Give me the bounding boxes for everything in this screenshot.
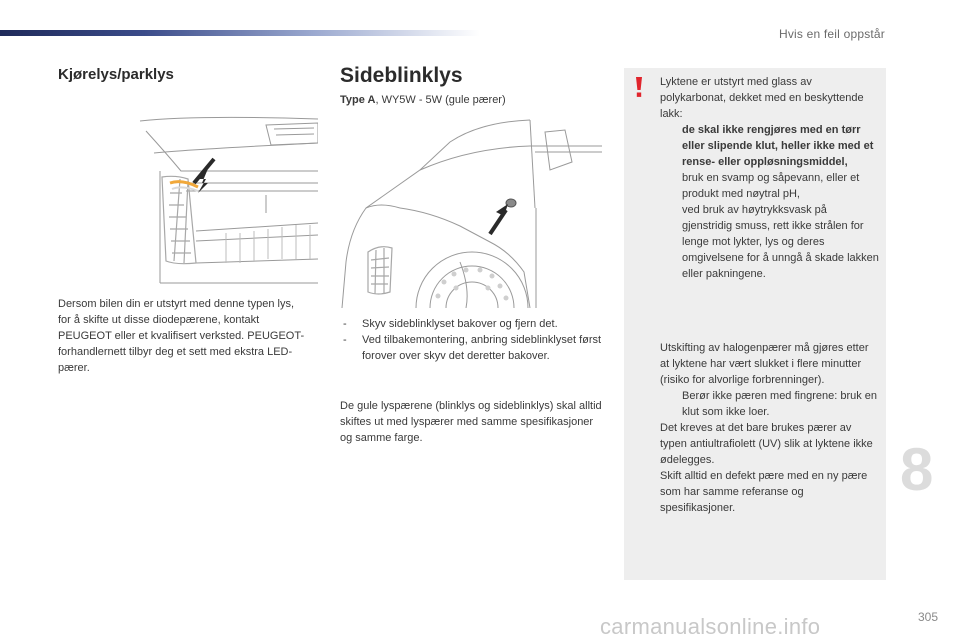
halogen-intro: Utskifting av halogenpærer må gjøres etter at lyktene har vært slukket i flere minutter (risiko for alvorlige forbrenninger). (660, 342, 869, 386)
warning-bullet (660, 170, 880, 202)
warning-bullet (660, 122, 880, 170)
side-indicator-heading: Sideblinklys (340, 64, 463, 87)
replacement-steps (340, 316, 602, 364)
warning-bullet (660, 202, 880, 282)
exclamation-icon (632, 76, 646, 98)
halogen-warning (660, 340, 880, 516)
watermark: carmanualsonline.info (600, 614, 821, 639)
daytime-light-illustration (136, 113, 318, 290)
bulb-type-value: , WY5W - 5W (gule pærer) (375, 94, 506, 106)
header-accent-bar (0, 30, 480, 36)
step-item: - Skyv sideblinklyset bakover og fjern det. (340, 316, 602, 332)
halogen-bullet (660, 388, 880, 420)
replace-text: Skift alltid en defekt pære med en ny pære som har samme referanse og spesifikasjoner. (660, 470, 868, 514)
polycarbonate-warning (660, 74, 880, 282)
page-number: 305 (917, 610, 938, 624)
warning-bullet-text: de skal ikke rengjøres med en tørr eller slipende klut, heller ikke med et rense- eller oppløsningsmiddel, (682, 124, 874, 168)
yellow-bulbs-text: De gule lyspærene (blinklys og sideblinklys) skal alltid skiftes ut med lyspærer med samme spesifikasjoner og samme farge. (340, 400, 602, 444)
daytime-lights-heading: Kjørelys/parklys (58, 66, 174, 83)
uv-text: Det kreves at det bare brukes pærer av typen antiultrafiolett (UV) slik at lyktene ikke ødelegges. (660, 422, 873, 466)
chapter-number: 8 (900, 436, 934, 503)
bulb-type-label: Type A (340, 94, 376, 106)
step-item: - Ved tilbakemontering, anbring sideblinklyset først forover over skyv det deretter bakover. (340, 332, 602, 364)
daytime-lights-text: Dersom bilen din er utstyrt med denne typen lys, for å skifte ut disse diodepærene, kontakt PEUGEOT eller et kvalifisert verksted. PEUGEOT- forhandlernett tilbyr deg et sett med ekstra LED-pærer. (58, 298, 305, 374)
section-title: Hvis en feil oppstår (778, 27, 885, 41)
warning-bullet-text: bruk en svamp og såpevann, eller et produkt med nøytral pH, (682, 172, 860, 200)
halogen-bullet-text: Berør ikke pæren med fingrene: bruk en klut som ikke loer. (682, 390, 878, 418)
warning-bullet-text: ved bruk av høytrykksvask på gjenstridig smuss, rett ikke strålen for lenge mot lykter, lys og deres omgivelsene for å unngå å skade lakken eller pakningene. (682, 204, 879, 280)
side-indicator-illustration (340, 112, 602, 308)
warning-intro: Lyktene er utstyrt med glass av polykarbonat, dekket med en beskyttende lakk: (660, 76, 864, 120)
bulb-type-line (340, 94, 506, 106)
